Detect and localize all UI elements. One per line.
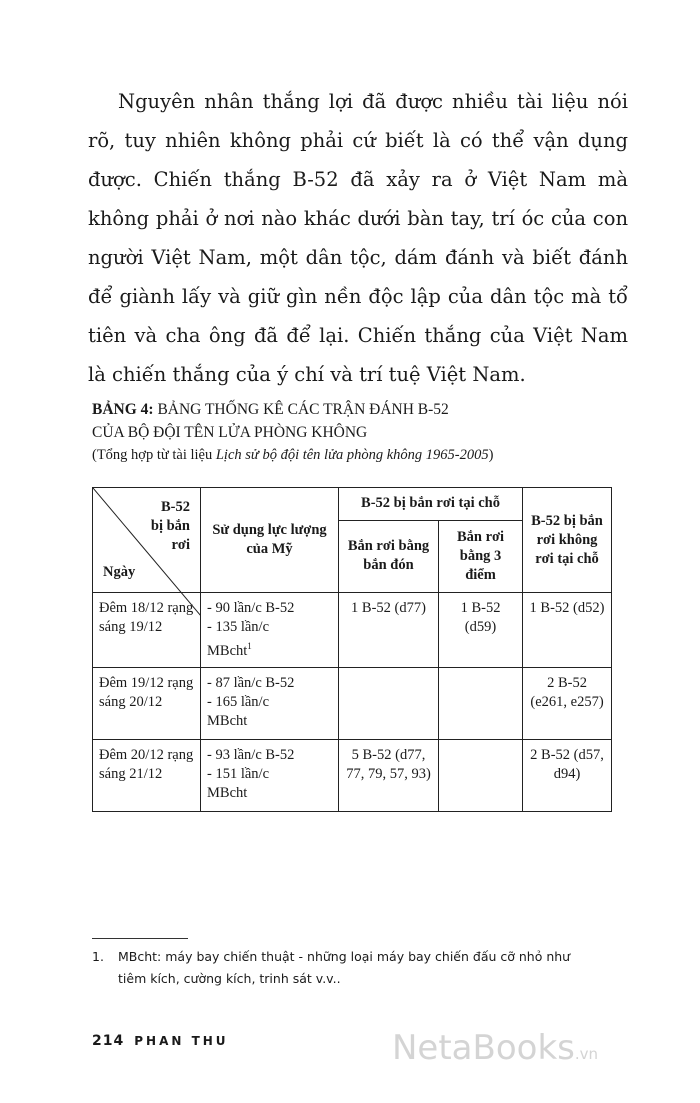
cell-sub-3-point: 1 B-52 (d59): [439, 593, 523, 668]
footnote: [92, 946, 612, 990]
cell-sub-intercept: 5 B-52 (d77, 77, 79, 57, 93): [339, 739, 439, 811]
cell-not-in-place: 1 B-52 (d52): [523, 593, 612, 668]
footnote-line-2: tiêm kích, cường kích, trinh sát v.v..: [118, 971, 341, 986]
caption-source-title: Lịch sử bộ đội tên lửa phòng không 1965-2005: [215, 447, 489, 463]
statistics-table: [92, 487, 612, 812]
diag-top-1: B-52: [161, 499, 190, 515]
usage-line-2: - 165 lần/c: [207, 693, 270, 710]
cell-usage: [201, 739, 339, 811]
page-author: PHAN THU: [134, 1034, 229, 1048]
header-sub-3-point: Bắn rơi bằng 3 điểm: [439, 520, 523, 592]
footnote-ref: 1: [247, 641, 252, 651]
header-usage: Sử dụng lực lượng của Mỹ: [201, 488, 339, 593]
header-not-in-place: B-52 bị bắn rơi không rơi tại chỗ: [523, 488, 612, 593]
watermark-text: NetaBooks: [392, 1028, 575, 1068]
watermark: [392, 1028, 598, 1068]
usage-line-1: - 90 lần/c B-52: [207, 600, 295, 616]
caption-source-prefix: (Tổng hợp từ tài liệu: [92, 447, 216, 463]
table-row: [93, 667, 612, 739]
caption-title-2: CỦA BỘ ĐỘI TÊN LỬA PHÒNG KHÔNG: [92, 424, 368, 441]
usage-line-3-text: MBcht: [207, 642, 248, 659]
cell-sub-intercept: [339, 667, 439, 739]
header-sub-intercept: Bắn rơi bằng bắn đón: [339, 520, 439, 592]
cell-sub-intercept: 1 B-52 (d77): [339, 593, 439, 668]
header-group-falling-in-place: B-52 bị bắn rơi tại chỗ: [339, 488, 523, 521]
cell-date: Đêm 20/12 rạng sáng 21/12: [93, 739, 201, 811]
footnote-divider: [92, 938, 188, 939]
cell-date: Đêm 19/12 rạng sáng 20/12: [93, 667, 201, 739]
caption-title-1: BẢNG THỐNG KÊ CÁC TRẬN ĐÁNH B-52: [153, 401, 449, 418]
diag-top-label: [151, 498, 190, 555]
cell-usage: [201, 593, 339, 668]
body-paragraph: Nguyên nhân thắng lợi đã được nhiều tài liệu nói rõ, tuy nhiên không phải cứ biết là có thể vận dụng được. Chiến thắng B-52 đã xảy ra ở Việt Nam mà không phải ở nơi nào khác dưới bàn tay, trí óc của con người Việt Nam, một dân tộc, dám đánh và biết đánh để giành lấy và giữ gìn nền độc lập của dân tộc mà tổ tiên và cha ông đã để lại. Chiến thắng của Việt Nam là chiến thắng của ý chí và trí tuệ Việt Nam.: [88, 90, 628, 386]
watermark-suffix: .vn: [574, 1045, 599, 1063]
diagonal-header-cell: [93, 488, 201, 593]
cell-date: Đêm 18/12 rạng sáng 19/12: [93, 593, 201, 668]
table-row: [93, 739, 612, 811]
caption-label: BẢNG 4:: [92, 401, 154, 418]
usage-line-2: - 151 lần/c: [207, 765, 270, 782]
page-number: 214: [92, 1033, 125, 1049]
usage-line-1: - 87 lần/c B-52: [207, 674, 295, 691]
cell-sub-3-point: [439, 739, 523, 811]
caption-title-line1: [92, 398, 612, 421]
usage-line-3: MBcht: [207, 784, 248, 801]
footnote-number: 1.: [92, 949, 104, 964]
diag-bottom-label: Ngày: [103, 564, 136, 580]
caption-source: [92, 444, 612, 467]
table-caption: [92, 398, 612, 467]
cell-not-in-place: 2 B-52 (e261, e257): [523, 667, 612, 739]
cell-usage: [201, 667, 339, 739]
cell-sub-3-point: [439, 667, 523, 739]
footnote-line-1: MBcht: máy bay chiến thuật - những loại máy bay chiến đấu cỡ nhỏ như: [118, 949, 571, 964]
usage-line-1: - 93 lần/c B-52: [207, 746, 295, 763]
caption-source-suffix: ): [488, 447, 494, 463]
diag-top-2: bị bắn: [150, 518, 190, 534]
usage-line-3: [207, 637, 332, 661]
diag-top-3: rơi: [171, 537, 190, 553]
cell-not-in-place: 2 B-52 (d57, d94): [523, 739, 612, 811]
usage-line-3: MBcht: [207, 712, 248, 729]
usage-line-2: - 135 lần/c: [207, 619, 270, 635]
page-footer: [92, 1033, 229, 1049]
